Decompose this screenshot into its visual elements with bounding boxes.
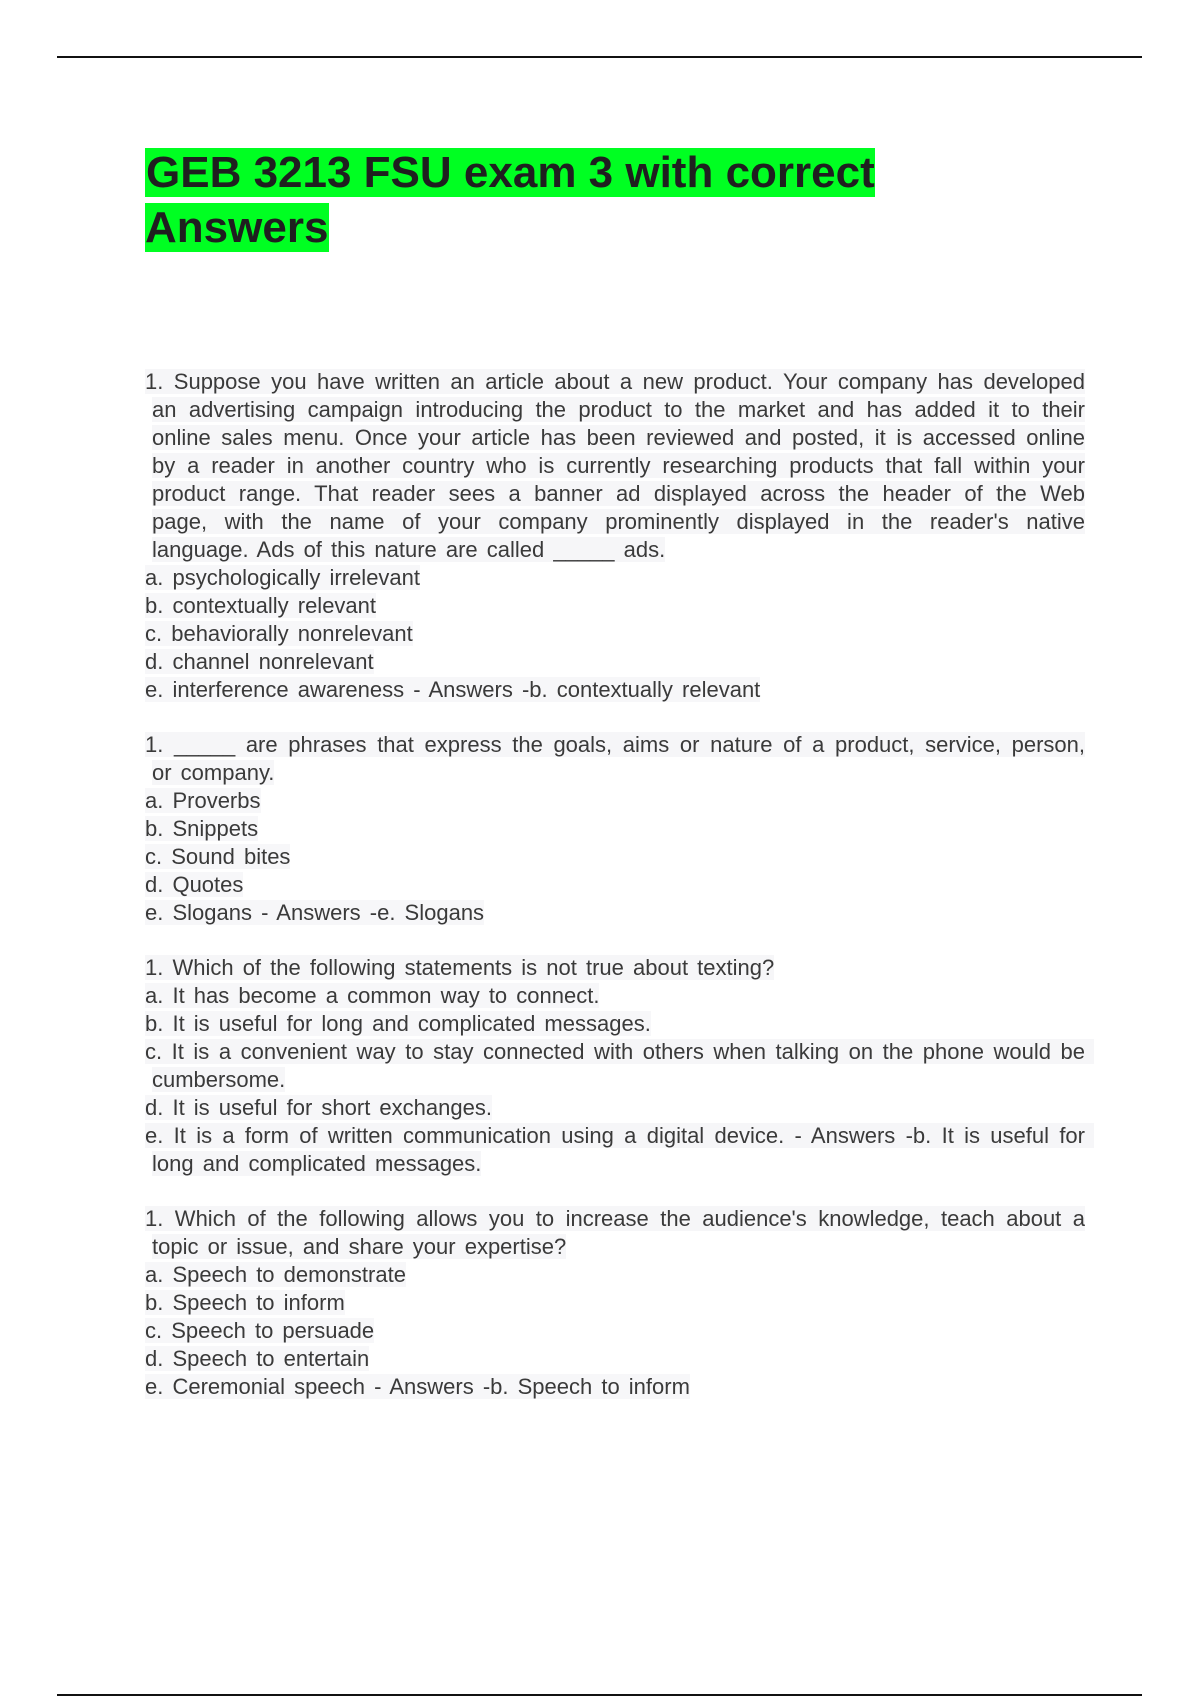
answer-option-with-answer: e. Slogans - Answers -e. Slogans [145, 900, 485, 925]
answer-option: c. Sound bites [145, 844, 291, 869]
answer-option: d. Quotes [145, 872, 244, 897]
question-block [145, 1205, 1085, 1401]
question-block [145, 368, 1085, 704]
question-block [145, 954, 1095, 1178]
document-title [145, 145, 1045, 255]
question-stem: 1. Which of the following allows you to increase the audience's knowledge, teach about a topic or issue, and share your expertise? [145, 1206, 1085, 1259]
answer-option-with-answer: e. It is a form of written communication using a digital device. - Answers -b. It is useful for long and complicated messages. [145, 1123, 1095, 1176]
header-rule [57, 56, 1142, 58]
answer-option-with-answer: e. Ceremonial speech - Answers -b. Speech to inform [145, 1374, 690, 1399]
question-stem: 1. Suppose you have written an article about a new product. Your company has developed an advertising campaign introducing the product to the market and has added it to their online sales menu. Once your article has been reviewed and posted, it is accessed online by a reader in another country who is currently researching products that fall within your product range. That reader sees a banner ad displayed across the header of the Web page, with the name of your company prominently displayed in the reader's native language. Ads of this nature are called _____ ads. [145, 369, 1085, 562]
question-stem: 1. _____ are phrases that express the goals, aims or nature of a product, service, person, or company. [145, 732, 1085, 785]
answer-option: b. contextually relevant [145, 593, 377, 618]
answer-option: a. psychologically irrelevant [145, 565, 421, 590]
answer-option: c. Speech to persuade [145, 1318, 375, 1343]
answer-option: a. Speech to demonstrate [145, 1262, 406, 1287]
answer-option: d. It is useful for short exchanges. [145, 1095, 492, 1120]
question-stem: 1. Which of the following statements is not true about texting? [145, 955, 775, 980]
answer-option: c. It is a convenient way to stay connected with others when talking on the phone would be cumbersome. [145, 1039, 1095, 1092]
answer-option-with-answer: e. interference awareness - Answers -b. contextually relevant [145, 677, 761, 702]
answer-option: b. It is useful for long and complicated messages. [145, 1011, 651, 1036]
title-highlight: GEB 3213 FSU exam 3 with correct Answers [145, 148, 875, 252]
answer-option: b. Snippets [145, 816, 259, 841]
answer-option: b. Speech to inform [145, 1290, 345, 1315]
answer-option: a. It has become a common way to connect. [145, 983, 600, 1008]
answer-option: c. behaviorally nonrelevant [145, 621, 413, 646]
answer-option: d. channel nonrelevant [145, 649, 374, 674]
answer-option: a. Proverbs [145, 788, 261, 813]
footer-rule [57, 1694, 1142, 1696]
question-list [145, 368, 1095, 1428]
answer-option: d. Speech to entertain [145, 1346, 370, 1371]
question-block [145, 731, 1085, 927]
